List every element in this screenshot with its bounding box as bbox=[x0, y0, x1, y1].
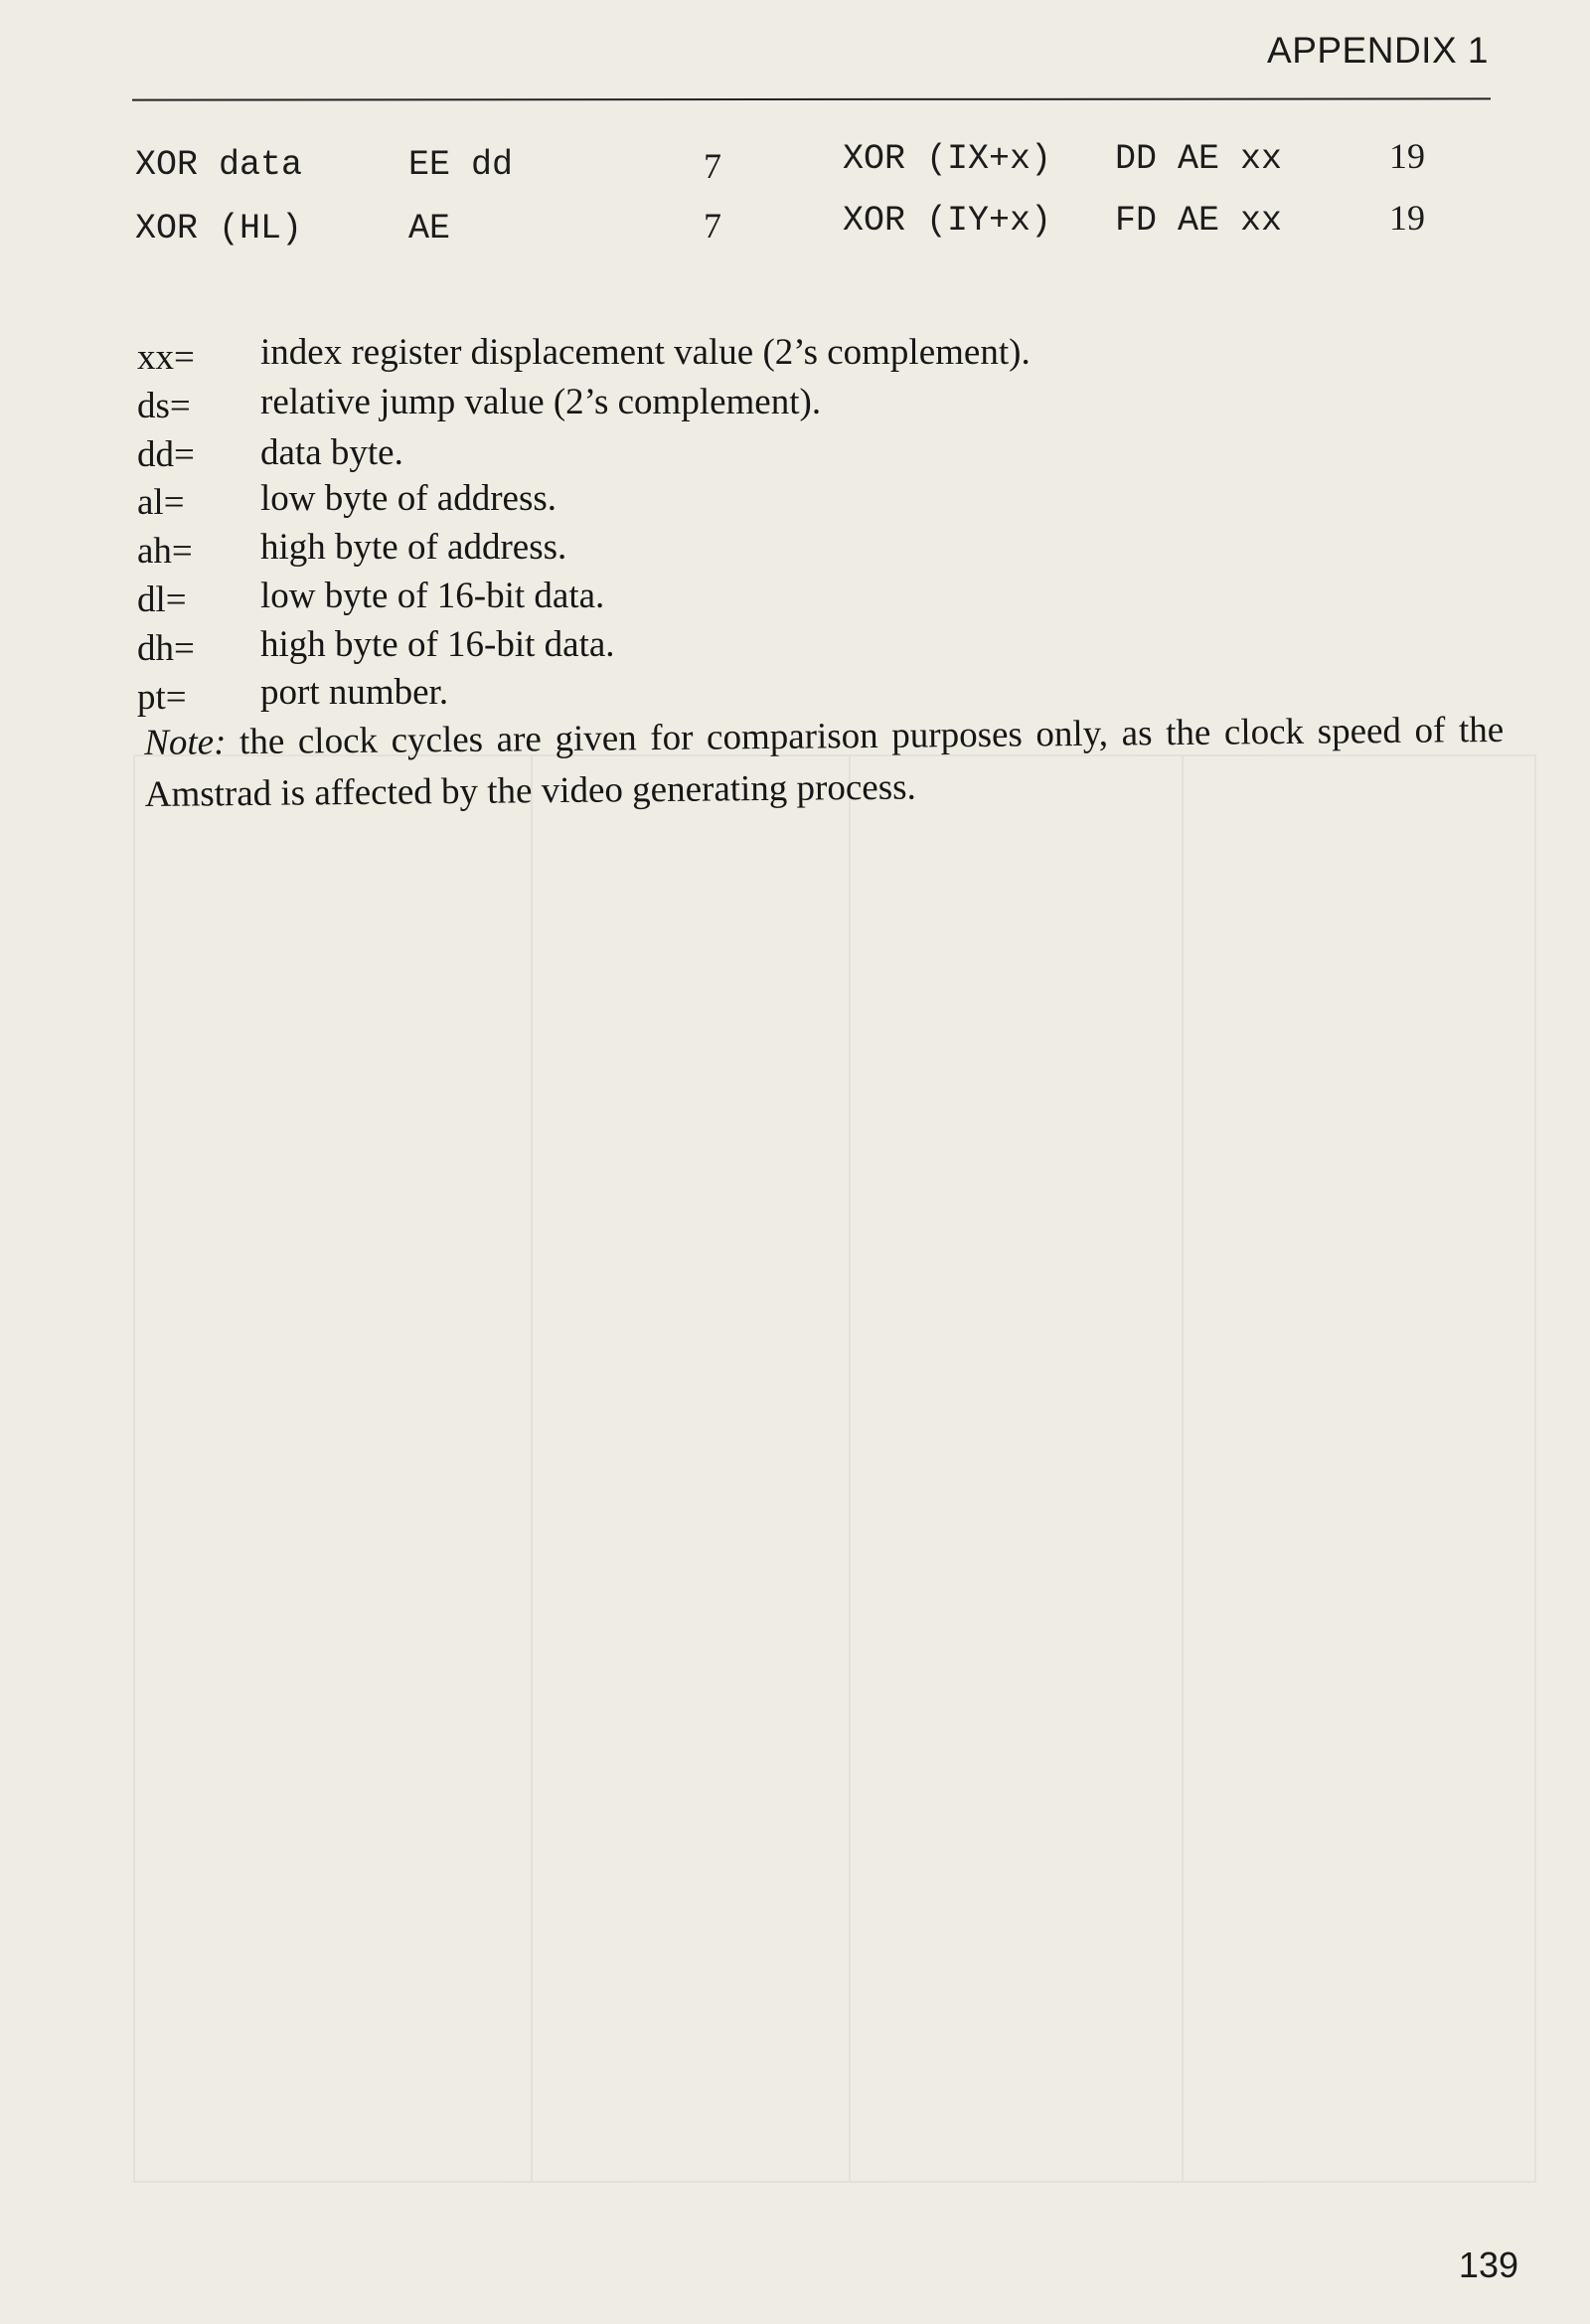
note-text: the clock cycles are given for comparison purposes only, as the clock speed of the Amstrad is affected by the video generating process. bbox=[144, 709, 1505, 815]
legend-symbol: dd= bbox=[137, 433, 195, 475]
right-hex: DD AE xx bbox=[1115, 139, 1283, 179]
legend-description: high byte of 16-bit data. bbox=[260, 623, 615, 665]
legend-symbol: al= bbox=[137, 482, 185, 524]
legend-description: index register displacement value (2’s complement). bbox=[260, 332, 1031, 373]
left-cycles: 7 bbox=[704, 146, 721, 186]
legend-description: port number. bbox=[260, 671, 449, 713]
right-hex: FD AE xx bbox=[1115, 201, 1283, 241]
legend-description: low byte of 16-bit data. bbox=[260, 575, 605, 616]
running-head: APPENDIX 1 bbox=[1267, 30, 1489, 71]
legend-description: low byte of address. bbox=[260, 478, 556, 520]
legend-symbol: ds= bbox=[137, 385, 191, 426]
right-mnemonic: XOR (IX+x) bbox=[843, 139, 1052, 179]
right-cycles: 19 bbox=[1389, 136, 1425, 176]
legend-description: data byte. bbox=[260, 431, 403, 473]
note-paragraph bbox=[144, 705, 1505, 821]
left-cycles: 7 bbox=[704, 206, 721, 246]
note-label: Note: bbox=[144, 722, 227, 763]
legend-symbol: xx= bbox=[137, 337, 195, 378]
legend-symbol: dh= bbox=[137, 627, 195, 669]
page-number: 139 bbox=[1458, 2244, 1518, 2285]
legend-description: high byte of address. bbox=[260, 527, 567, 569]
legend-symbol: dl= bbox=[137, 579, 187, 620]
legend-description: relative jump value (2’s complement). bbox=[260, 381, 822, 422]
left-mnemonic: XOR data bbox=[135, 145, 303, 185]
left-hex: EE dd bbox=[408, 145, 514, 185]
left-mnemonic: XOR (HL) bbox=[135, 209, 303, 249]
right-mnemonic: XOR (IY+x) bbox=[843, 201, 1052, 241]
legend-symbol: ah= bbox=[137, 531, 193, 573]
right-cycles: 19 bbox=[1389, 198, 1425, 238]
left-hex: AE bbox=[408, 209, 451, 249]
legend-symbol: pt= bbox=[137, 676, 187, 718]
header-rule bbox=[132, 97, 1491, 100]
